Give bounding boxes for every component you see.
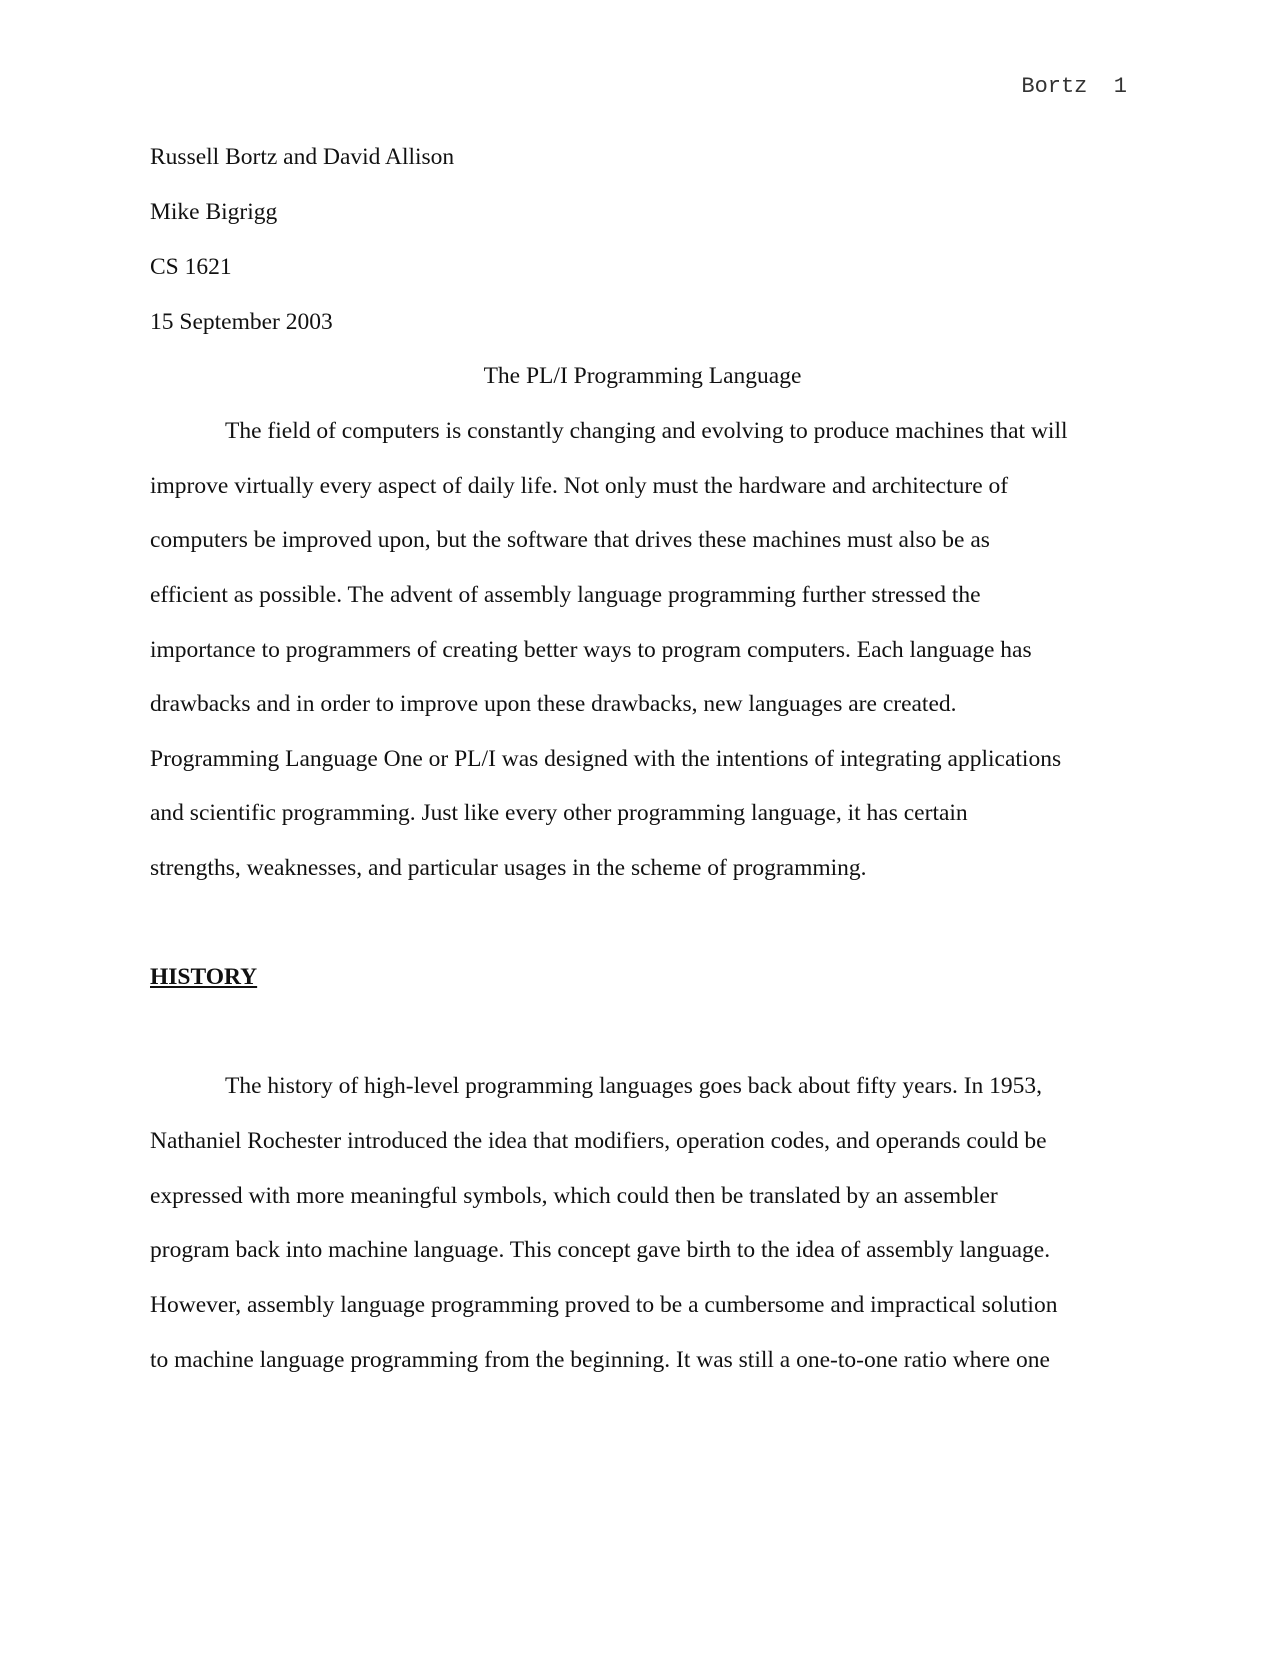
document-date: 15 September 2003 [150, 309, 333, 335]
paragraph-line: drawbacks and in order to improve upon these drawbacks, new languages are created. [150, 691, 957, 717]
course-number: CS 1621 [150, 254, 232, 280]
paragraph-line: program back into machine language. This concept gave birth to the idea of assembly language. [150, 1237, 1051, 1263]
paragraph-line: The field of computers is constantly changing and evolving to produce machines that will [225, 418, 1068, 444]
paragraph-line: improve virtually every aspect of daily life. Not only must the hardware and architecture of [150, 473, 1009, 499]
paragraph-line: to machine language programming from the beginning. It was still a one-to-one ratio where one [150, 1347, 1050, 1373]
instructor-name: Mike Bigrigg [150, 199, 278, 225]
paragraph-line: expressed with more meaningful symbols, which could then be translated by an assembler [150, 1183, 998, 1209]
document-title: The PL/I Programming Language [483, 363, 802, 389]
paragraph-line: efficient as possible. The advent of assembly language programming further stressed the [150, 582, 981, 608]
paragraph-line: computers be improved upon, but the software that drives these machines must also be as [150, 527, 990, 553]
paragraph-line: importance to programmers of creating better ways to program computers. Each language has [150, 637, 1032, 663]
paragraph-line: However, assembly language programming proved to be a cumbersome and impractical solution [150, 1292, 1058, 1318]
running-header: Bortz 1 [1021, 74, 1127, 99]
paragraph-line: The history of high-level programming languages goes back about fifty years. In 1953, [225, 1073, 1043, 1099]
paragraph-line: and scientific programming. Just like every other programming language, it has certain [150, 800, 968, 826]
paragraph-line: Programming Language One or PL/I was designed with the intentions of integrating applications [150, 746, 1062, 772]
section-heading-history: HISTORY [150, 964, 258, 990]
paragraph-line: strengths, weaknesses, and particular usages in the scheme of programming. [150, 855, 867, 881]
paragraph-line: Nathaniel Rochester introduced the idea that modifiers, operation codes, and operands could be [150, 1128, 1047, 1154]
author-names: Russell Bortz and David Allison [150, 144, 455, 170]
